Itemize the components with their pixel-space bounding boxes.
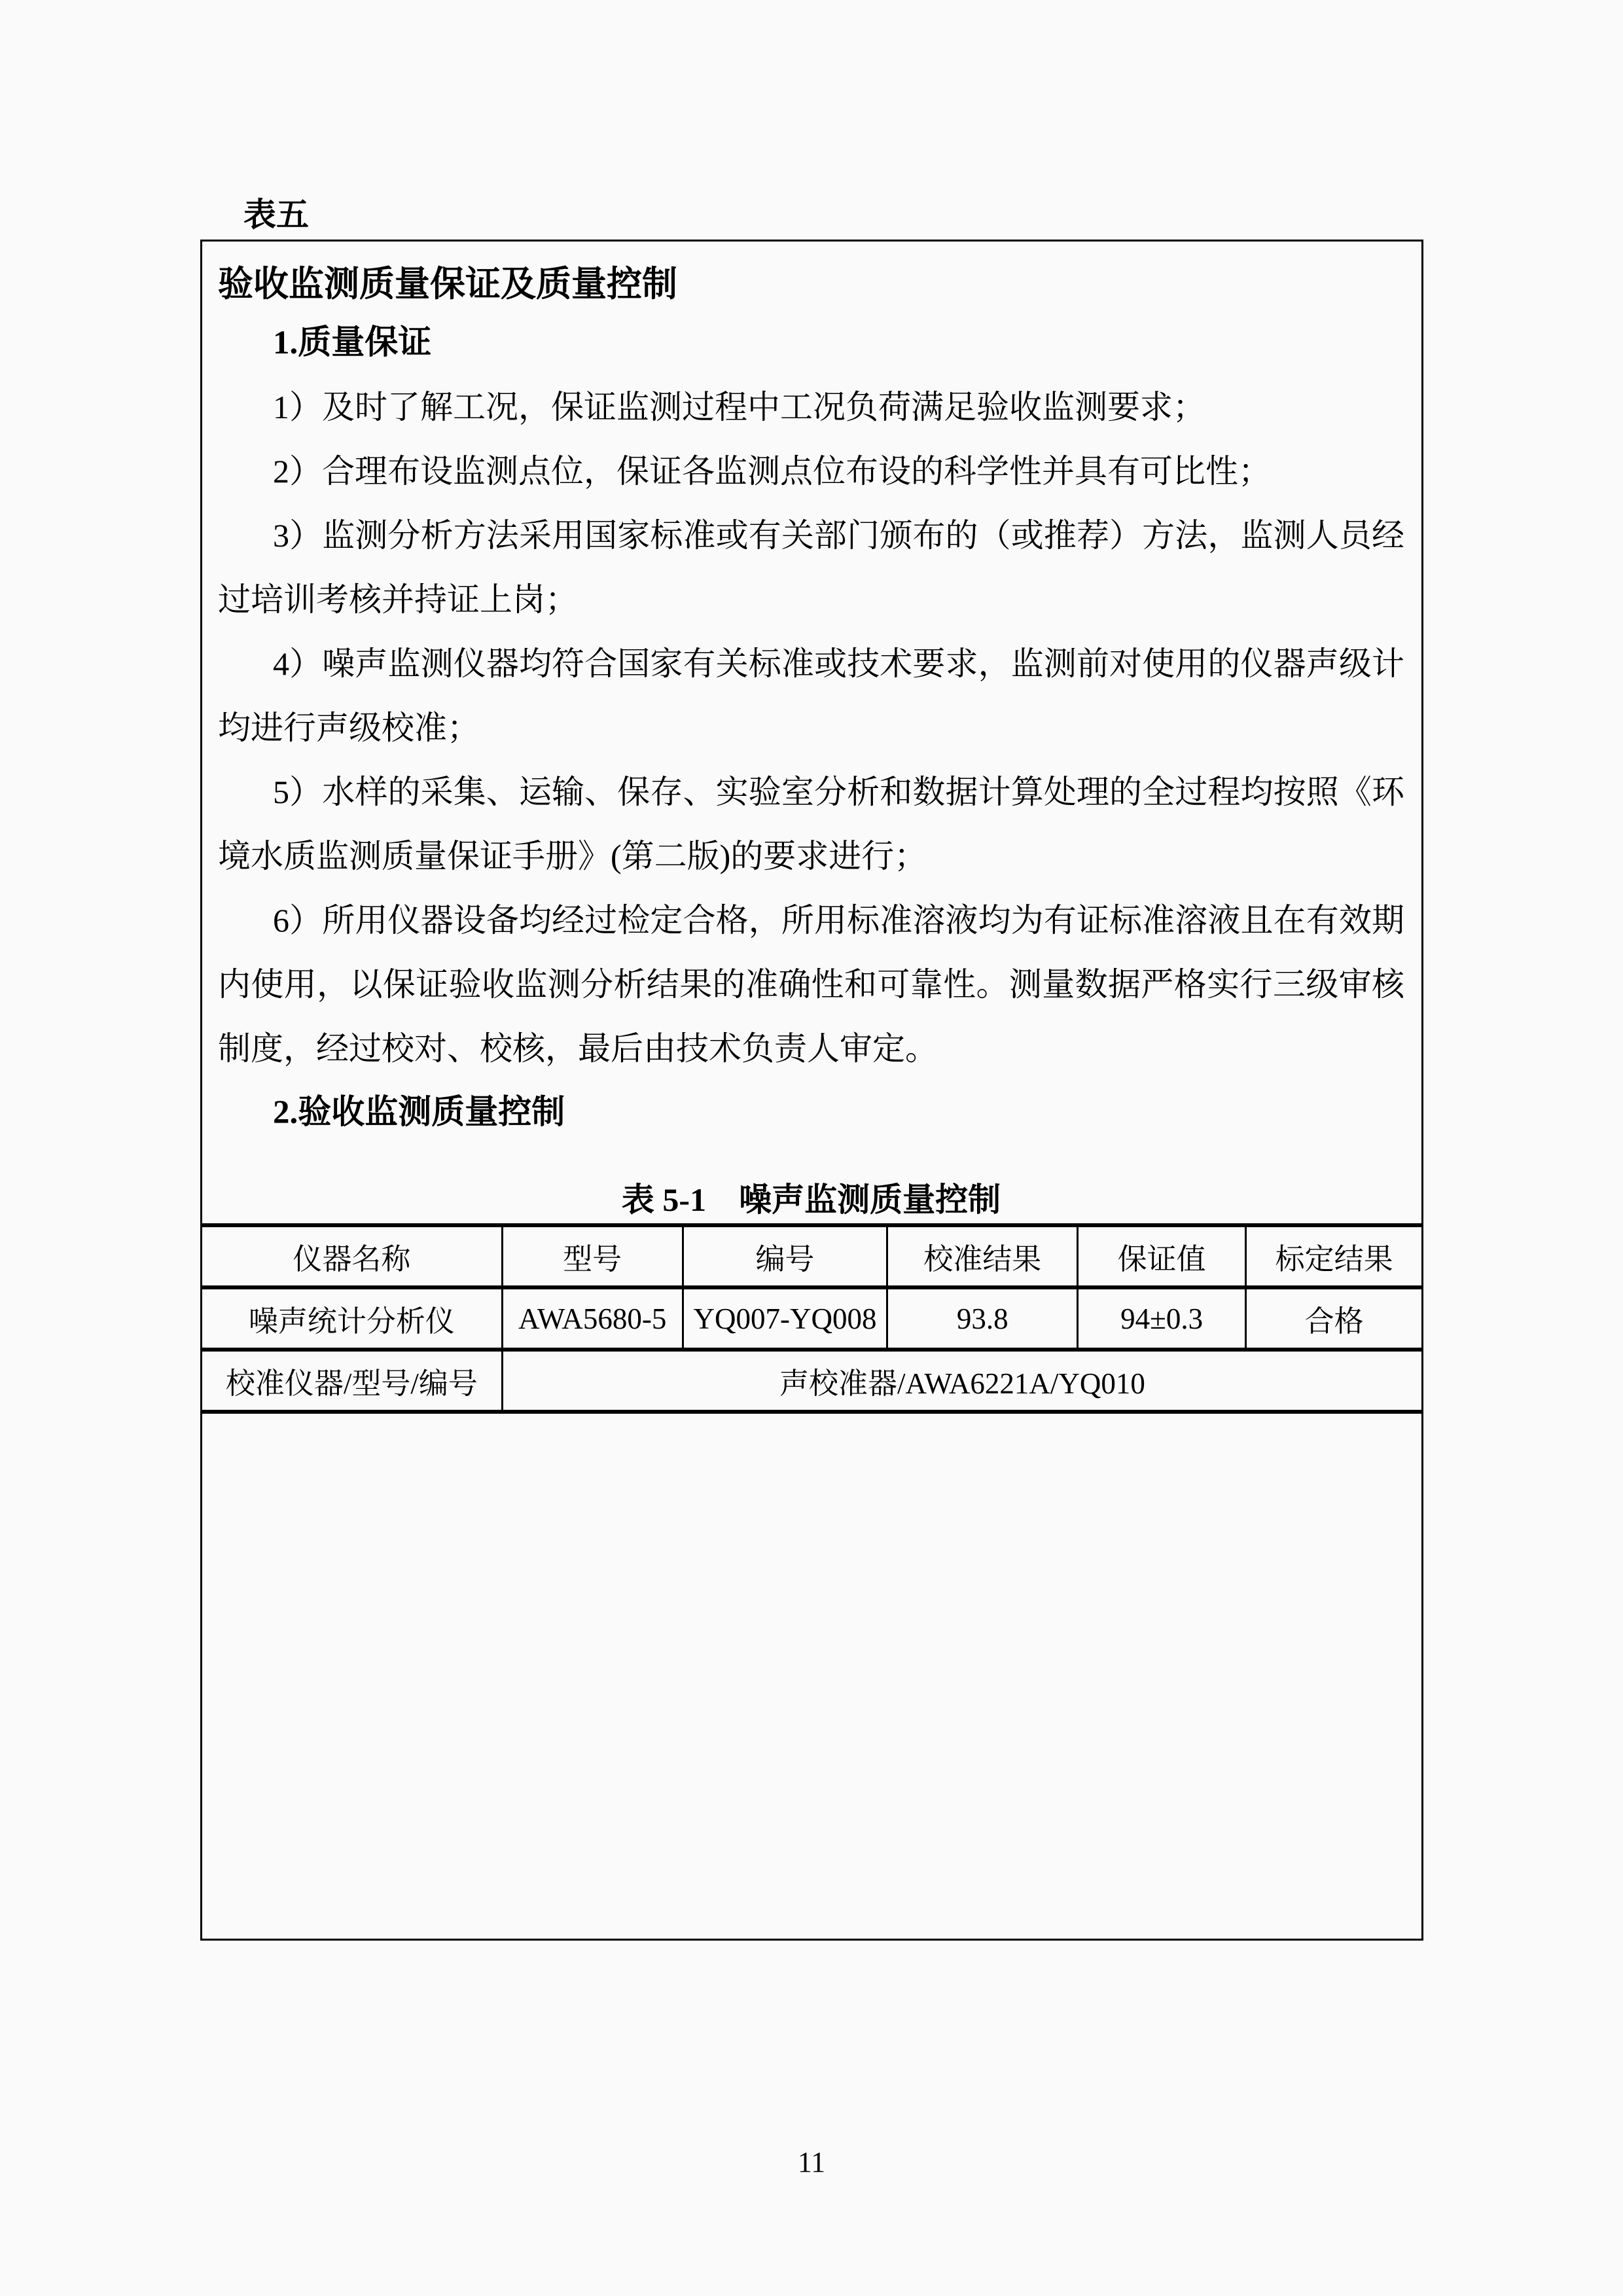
noise-qc-table xyxy=(202,1223,1421,1414)
header-serial: 编号 xyxy=(683,1225,887,1287)
header-calibration-result: 校准结果 xyxy=(887,1225,1078,1287)
cell-instrument-name: 噪声统计分析仪 xyxy=(202,1287,502,1350)
cell-calibrator-value: 声校准器/AWA6221A/YQ010 xyxy=(502,1350,1421,1412)
table-five-label: 表五 xyxy=(243,196,309,233)
cell-guaranteed-value: 94±0.3 xyxy=(1078,1287,1246,1350)
qa-paragraph-3: 3）监测分析方法采用国家标准或有关部门颁布的（或推荐）方法，监测人员经过培训考核并持证上岗； xyxy=(218,517,1404,618)
table-header-row xyxy=(202,1225,1421,1287)
header-guaranteed-value: 保证值 xyxy=(1078,1225,1246,1287)
qa-paragraph-2: 2）合理布设监测点位，保证各监测点位布设的科学性并具有可比性； xyxy=(273,453,1271,490)
header-instrument-name: 仪器名称 xyxy=(202,1225,502,1287)
cell-rating-result: 合格 xyxy=(1246,1287,1421,1350)
page-number: 11 xyxy=(797,2146,826,2178)
qa-paragraph-5: 5）水样的采集、运输、保存、实验室分析和数据计算处理的全过程均按照《环境水质监测质量保证手册》(第二版)的要求进行； xyxy=(218,774,1404,874)
table-caption: 表 5-1 噪声监测质量控制 xyxy=(621,1181,1001,1218)
qa-paragraph-6: 6）所用仪器设备均经过检定合格，所用标准溶液均为有证标准溶液且在有效期内使用，以保证验收监测分析结果的准确性和可靠性。测量数据严格实行三级审核制度，经过校对、校核，最后由技术负责人审定。 xyxy=(218,902,1404,1067)
cell-calibrator-label: 校准仪器/型号/编号 xyxy=(202,1350,502,1412)
qa-paragraph-1: 1）及时了解工况，保证监测过程中工况负荷满足验收监测要求； xyxy=(273,389,1205,425)
page-title: 验收监测质量保证及质量控制 xyxy=(218,264,677,304)
cell-serial: YQ007-YQ008 xyxy=(683,1287,887,1350)
header-rating-result: 标定结果 xyxy=(1246,1225,1421,1287)
section1-heading: 1.质量保证 xyxy=(273,325,432,361)
cell-calibration-result: 93.8 xyxy=(887,1287,1078,1350)
section2-heading: 2.验收监测质量控制 xyxy=(273,1094,565,1131)
table-footer-row xyxy=(202,1350,1421,1412)
content-box xyxy=(200,240,1423,1941)
header-model: 型号 xyxy=(502,1225,683,1287)
cell-model: AWA5680-5 xyxy=(502,1287,683,1350)
qa-paragraph-4: 4）噪声监测仪器均符合国家有关标准或技术要求，监测前对使用的仪器声级计均进行声级校准； xyxy=(218,645,1404,746)
table-row xyxy=(202,1287,1421,1350)
